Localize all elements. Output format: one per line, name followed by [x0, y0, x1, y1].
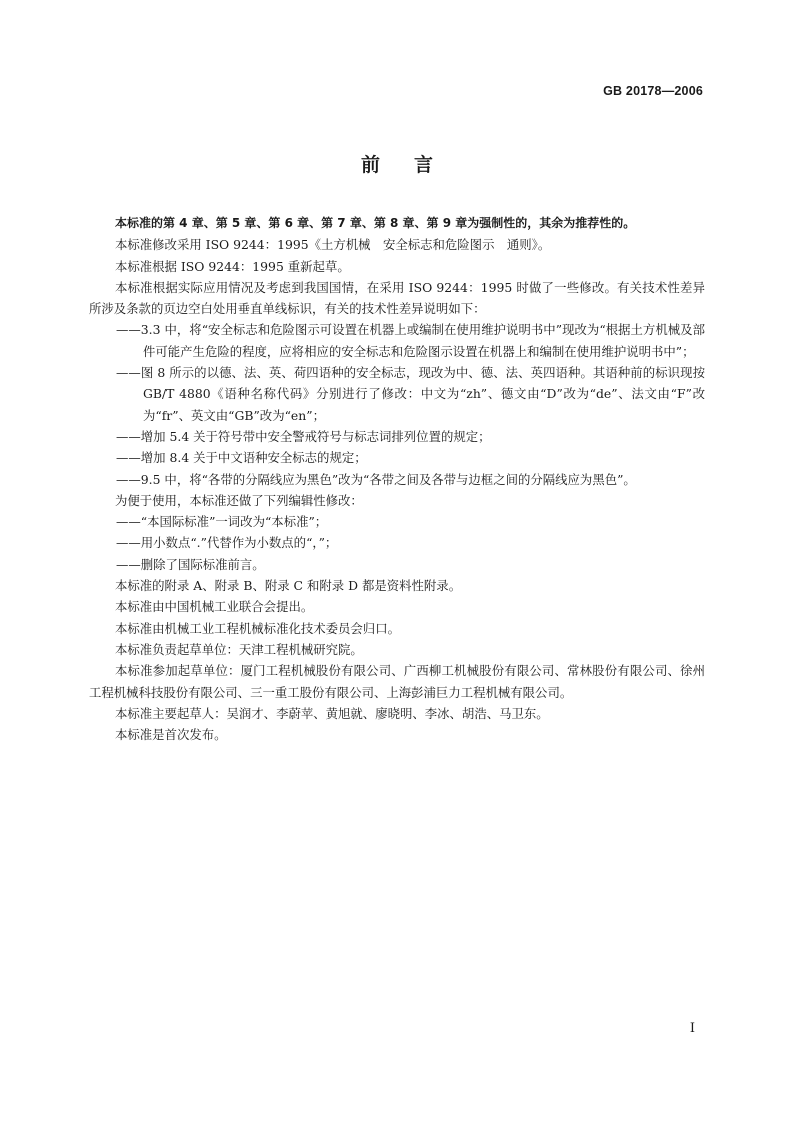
- paragraph-first-release: 本标准是首次发布。: [115, 727, 227, 743]
- title-part-1: 前: [360, 154, 380, 176]
- paragraph-modifications: 本标准根据实际应用情况及考虑到我国国情，在采用 ISO 9244：1995 时做了一些修改。有关技术性差异所涉及条款的页边空白处用垂直单线标识，有关的技术性差异说明如下：: [89, 279, 705, 317]
- list-item-technical-5: ——9.5 中，将“各带的分隔线应为黑色”改为“各带之间及各带与边框之间的分隔线应为黑色”。: [116, 471, 636, 487]
- list-item-editorial-3: ——删除了国际标准前言。: [116, 556, 265, 572]
- list-item-editorial-1: ——“本国际标准”一词改为“本标准”；: [116, 514, 328, 530]
- paragraph-lead-drafter: 本标准负责起草单位：天津工程机械研究院。: [115, 641, 363, 657]
- list-item-technical-2: ——图 8 所示的以德、法、英、荷四语种的安全标志，现改为中、德、法、英四语种。其语种前的标识现按 GB/T 4880《语种名称代码》分别进行了修改：中文为“zh”、德文由“D”改为“de”、法文由“F”改为“fr”、英文由“GB”改为“en”；: [116, 365, 705, 423]
- foreword-body: [89, 213, 705, 745]
- paragraph-under-jurisdiction: 本标准由机械工业工程机械标准化技术委员会归口。: [115, 620, 400, 636]
- page-title: [0, 150, 794, 177]
- paragraph-adoption: 本标准修改采用 ISO 9244：1995《土方机械 安全标志和危险图示 通则》。: [115, 237, 551, 253]
- paragraph-participating-drafters: 本标准参加起草单位：厦门工程机械股份有限公司、广西柳工机械股份有限公司、常林股份有限公司、徐州工程机械科技股份有限公司、三一重工股份有限公司、上海彭浦巨力工程机械有限公司。: [89, 663, 705, 700]
- paragraph-mandatory-chapters: 本标准的第 4 章、第 5 章、第 6 章、第 7 章、第 8 章、第 9 章为强制性的，其余为推荐性的。: [115, 216, 636, 230]
- list-item-editorial-2: ——用小数点“.”代替作为小数点的“，”；: [116, 535, 338, 551]
- title-part-2: 言: [414, 154, 434, 176]
- list-item-technical-1: ——3.3 中，将“安全标志和危险图示可设置在机器上或编制在使用维护说明书中”现改为“根据土方机械及部件可能产生危险的程度，应将相应的安全标志和危险图示设置在机器上和编制在使用维护说明书中”；: [116, 322, 705, 359]
- paragraph-main-drafters: 本标准主要起草人：吴润才、李蔚苹、黄旭就、廖晓明、李冰、胡浩、马卫东。: [115, 705, 549, 721]
- standard-code: GB 20178—2006: [603, 84, 703, 98]
- list-item-technical-4: ——增加 8.4 关于中文语种安全标志的规定；: [116, 450, 367, 466]
- paragraph-annexes: 本标准的附录 A、附录 B、附录 C 和附录 D 都是资料性附录。: [115, 578, 462, 594]
- paragraph-proposed-by: 本标准由中国机械工业联合会提出。: [115, 599, 314, 615]
- paragraph-redrafted: 本标准根据 ISO 9244：1995 重新起草。: [115, 258, 350, 274]
- page-number: I: [689, 1021, 695, 1036]
- list-item-technical-3: ——增加 5.4 关于符号带中安全警戒符号与标志词排列位置的规定；: [116, 428, 491, 444]
- paragraph-editorial-intro: 为便于使用，本标准还做了下列编辑性修改：: [115, 492, 363, 508]
